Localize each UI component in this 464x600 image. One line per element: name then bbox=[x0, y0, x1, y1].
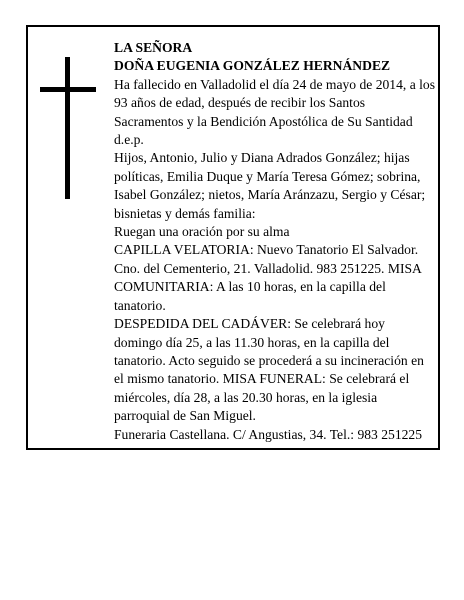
cross-horizontal-bar bbox=[40, 87, 96, 92]
obituary-notice bbox=[26, 25, 440, 450]
deceased-name: DOÑA EUGENIA GONZÁLEZ HERNÁNDEZ bbox=[114, 58, 391, 74]
wake-details: CAPILLA VELATORIA: Nuevo Tanatorio El Salvador. Cno. del Cementerio, 21. Valladolid. 983 251225. MISA COMUNITARIA: A las 10 horas, en la capilla del tanatorio. bbox=[114, 242, 422, 313]
farewell-details: DESPEDIDA DEL CADÁVER: Se celebrará hoy domingo día 25, a las 11.30 horas, en la capilla del tanatorio. Acto seguido se procederá a su incineración en el mismo tanatorio. MISA FUNERAL: Se celebrará el miércoles, día 28, a las 20.30 horas, en la iglesia parroquial de San Miguel. bbox=[114, 316, 424, 424]
cross-vertical-bar bbox=[65, 57, 70, 199]
family-list: Hijos, Antonio, Julio y Diana Adrados González; hijas políticas, Emilia Duque y María Teresa Gómez; sobrina, Isabel González; nietos, María Aránzazu, Sergio y César; bisnietas y demás familia: bbox=[114, 150, 426, 221]
prayer-request: Ruegan una oración por su alma bbox=[114, 224, 290, 240]
death-announcement: Ha fallecido en Valladolid el día 24 de mayo de 2014, a los 93 años de edad, después de recibir los Santos Sacramentos y la Bendición Apostólica de Su Santidad d.e.p. bbox=[114, 76, 435, 148]
latin-cross-icon bbox=[40, 57, 96, 199]
heading-title: LA SEÑORA bbox=[114, 40, 193, 55]
notice-text bbox=[114, 39, 436, 444]
funeral-home: Funeraria Castellana. C/ Angustias, 34. Tel.: 983 251225 bbox=[114, 426, 423, 442]
